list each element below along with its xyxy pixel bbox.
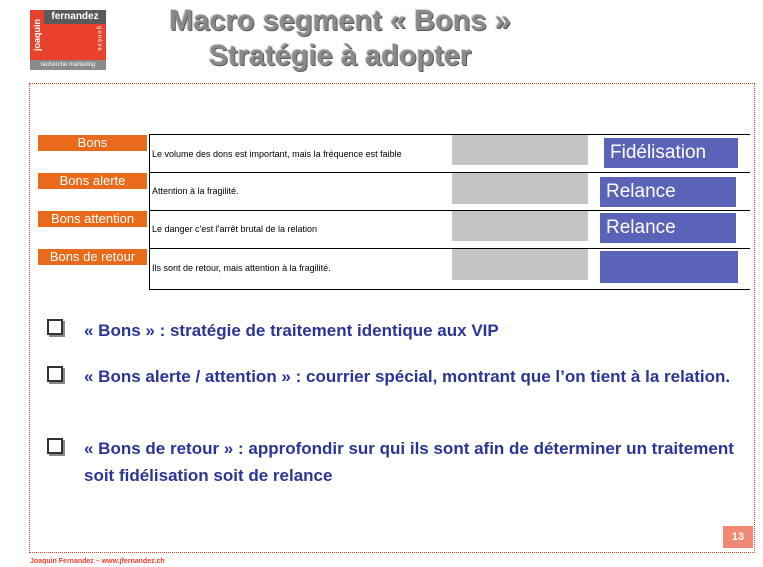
checkbox-icon [47, 438, 63, 454]
table-row-divider [149, 289, 750, 290]
table-row-divider [149, 248, 750, 249]
action-cell: Relance [600, 177, 736, 207]
segment-description: Le danger c'est l'arrêt brutal de la relation [152, 224, 318, 234]
grey-cell [452, 249, 588, 280]
table-row-divider [149, 134, 750, 135]
checkbox-icon [47, 366, 63, 382]
segment-label-bons-attention: Bons attention [38, 211, 147, 227]
grey-cell [452, 211, 588, 241]
slide-title-line2: Stratégie à adopter [208, 40, 472, 72]
footer-text: Joaquin Fernandez – www.jfernandez.ch [30, 558, 165, 565]
bullet-text: « Bons de retour » : approfondir sur qui ils sont afin de déterminer un traitement soit fidélisation soit de relance [84, 439, 734, 485]
action-cell [600, 251, 738, 283]
company-logo [30, 10, 106, 70]
action-cell: Relance [600, 213, 736, 243]
logo-tagline: recherche marketing [30, 60, 106, 70]
segment-description: Ils sont de retour, mais attention à la fragilité. [152, 263, 331, 273]
table-vertical-rule [149, 134, 150, 290]
logo-name: fernandez [44, 10, 106, 24]
segment-label-bons-alerte: Bons alerte [38, 173, 147, 189]
slide-title [110, 4, 570, 74]
segment-label-bons-de-retour: Bons de retour [38, 249, 147, 265]
logo-city: genève [96, 26, 102, 52]
segment-label-bons: Bons [38, 135, 147, 151]
slide-title-line1: Macro segment « Bons » [169, 5, 511, 37]
table-row-divider [149, 172, 750, 173]
grey-cell [452, 135, 588, 165]
table-row-divider [149, 210, 750, 211]
logo-first-name: joaquin [32, 19, 42, 51]
grey-cell [452, 173, 588, 204]
logo-first-name-wrap [30, 10, 44, 60]
page-number: 13 [723, 526, 753, 548]
segment-description: Le volume des dons est important, mais la fréquence est faible [152, 149, 402, 159]
bullet-text: « Bons » : stratégie de traitement identique aux VIP [84, 321, 499, 340]
action-cell: Fidélisation [604, 138, 738, 168]
segment-description: Attention à la fragilité. [152, 186, 239, 196]
checkbox-icon [47, 319, 63, 335]
bullet-text: « Bons alerte / attention » : courrier spécial, montrant que l’on tient à la relation. [84, 367, 731, 386]
